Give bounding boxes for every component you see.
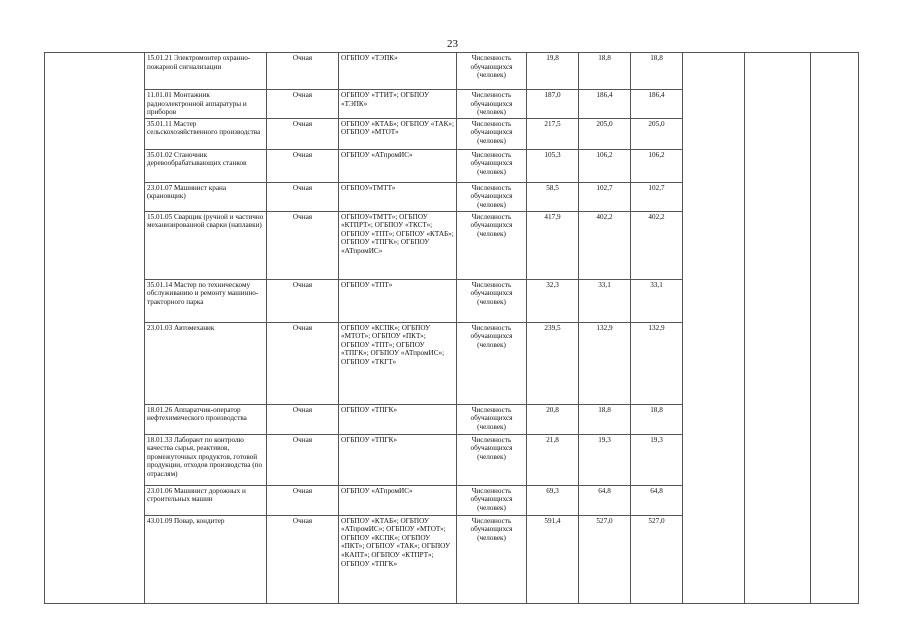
study-form-cell: Очная <box>267 149 339 182</box>
program-name-cell: 23.01.06 Машинист дорожных и строительных машин <box>145 485 267 515</box>
value-year-2-cell: 186,4 <box>579 90 631 119</box>
program-name-cell: 18.01.26 Аппаратчик-оператор нефтехимического производства <box>145 404 267 434</box>
institutions-cell: ОГБПОУ «ТЭПК» <box>339 53 457 90</box>
indicator-cell: Численность обучающихся (человек) <box>457 149 527 182</box>
study-form-cell: Очная <box>267 434 339 485</box>
empty-cell-1 <box>683 53 745 604</box>
value-year-3-cell: 527,0 <box>631 515 683 603</box>
institutions-cell: ОГБПОУ «КСПК»; ОГБПОУ «МТОТ»; ОГБПОУ «ПКТ»; ОГБПОУ «ТПТ»; ОГБПОУ «ТПГК»; ОГБПОУ «АТпромИС»; ОГБПОУ «ТКГТ» <box>339 322 457 404</box>
institutions-cell: ОГБПОУ«ТМТТ» <box>339 182 457 211</box>
value-year-2-cell: 18,8 <box>579 53 631 90</box>
value-year-3-cell: 132,9 <box>631 322 683 404</box>
study-form-cell: Очная <box>267 322 339 404</box>
value-year-3-cell: 106,2 <box>631 149 683 182</box>
left-empty-cell <box>45 53 145 604</box>
program-name-cell: 15.01.05 Сварщик (ручной и частично механизированной сварки (наплавки) <box>145 211 267 279</box>
institutions-cell: ОГБПОУ «ТПГК» <box>339 404 457 434</box>
value-year-3-cell: 18,8 <box>631 53 683 90</box>
value-year-2-cell: 402,2 <box>579 211 631 279</box>
empty-cell-2 <box>745 53 811 604</box>
indicator-cell: Численность обучающихся (человек) <box>457 211 527 279</box>
study-form-cell: Очная <box>267 211 339 279</box>
value-year-3-cell: 205,0 <box>631 118 683 149</box>
value-year-3-cell: 402,2 <box>631 211 683 279</box>
value-year-3-cell: 19,3 <box>631 434 683 485</box>
institutions-cell: ОГБПОУ «ТПТ» <box>339 279 457 322</box>
indicator-cell: Численность обучающихся (человек) <box>457 322 527 404</box>
indicator-cell: Численность обучающихся (человек) <box>457 182 527 211</box>
indicator-cell: Численность обучающихся (человек) <box>457 515 527 603</box>
value-year-1-cell: 105,3 <box>527 149 579 182</box>
value-year-2-cell: 527,0 <box>579 515 631 603</box>
institutions-cell: ОГБПОУ «ТТИТ»; ОГБПОУ «ТЭПК» <box>339 90 457 119</box>
study-form-cell: Очная <box>267 53 339 90</box>
services-table <box>44 52 859 604</box>
program-name-cell: 35.01.11 Мастер сельскохозяйственного производства <box>145 118 267 149</box>
institutions-cell: ОГБПОУ «АТпромИС» <box>339 149 457 182</box>
study-form-cell: Очная <box>267 404 339 434</box>
value-year-2-cell: 64,8 <box>579 485 631 515</box>
value-year-1-cell: 239,5 <box>527 322 579 404</box>
program-name-cell: 11.01.01 Монтажник радиоэлектронной аппаратуры и приборов <box>145 90 267 119</box>
table-row <box>45 53 859 90</box>
institutions-cell: ОГБПОУ«ТМТТ»; ОГБПОУ «КТПРТ»; ОГБПОУ «ТКСТ»; ОГБПОУ «ТПТ»; ОГБПОУ «КТАБ»; ОГБПОУ «ТПГК»; ОГБПОУ «АТпромИС» <box>339 211 457 279</box>
indicator-cell: Численность обучающихся (человек) <box>457 485 527 515</box>
value-year-3-cell: 64,8 <box>631 485 683 515</box>
institutions-cell: ОГБПОУ «ТПГК» <box>339 434 457 485</box>
program-name-cell: 23.01.07 Машинист крана (крановщик) <box>145 182 267 211</box>
page-number: 23 <box>447 38 458 50</box>
indicator-cell: Численность обучающихся (человек) <box>457 53 527 90</box>
value-year-1-cell: 187,0 <box>527 90 579 119</box>
value-year-2-cell: 132,9 <box>579 322 631 404</box>
value-year-1-cell: 69,3 <box>527 485 579 515</box>
program-name-cell: 18.01.33 Лаборант по контролю качества сырья, реактивов, промежуточных продуктов, готовой продукции, отходов производства (по отраслям) <box>145 434 267 485</box>
value-year-2-cell: 102,7 <box>579 182 631 211</box>
value-year-1-cell: 591,4 <box>527 515 579 603</box>
value-year-3-cell: 33,1 <box>631 279 683 322</box>
value-year-1-cell: 217,5 <box>527 118 579 149</box>
value-year-1-cell: 20,8 <box>527 404 579 434</box>
value-year-3-cell: 18,8 <box>631 404 683 434</box>
program-name-cell: 23.01.03 Автомеханик <box>145 322 267 404</box>
value-year-1-cell: 32,3 <box>527 279 579 322</box>
indicator-cell: Численность обучающихся (человек) <box>457 118 527 149</box>
study-form-cell: Очная <box>267 485 339 515</box>
value-year-2-cell: 106,2 <box>579 149 631 182</box>
empty-cell-3 <box>811 53 859 604</box>
study-form-cell: Очная <box>267 90 339 119</box>
institutions-cell: ОГБПОУ «КТАБ»; ОГБПОУ «ТАК»; ОГБПОУ «МТОТ» <box>339 118 457 149</box>
value-year-2-cell: 19,3 <box>579 434 631 485</box>
value-year-1-cell: 21,8 <box>527 434 579 485</box>
institutions-cell: ОГБПОУ «КТАБ»; ОГБПОУ «АТпромИС»; ОГБПОУ «МТОТ»; ОГБПОУ «КСПК»; ОГБПОУ «ПКТ»; ОГБПОУ «ТАК»; ОГБПОУ «КАПТ»; ОГБПОУ «КТПРТ»; ОГБПОУ «ТПГК» <box>339 515 457 603</box>
study-form-cell: Очная <box>267 118 339 149</box>
indicator-cell: Численность обучающихся (человек) <box>457 404 527 434</box>
program-name-cell: 43.01.09 Повар, кондитер <box>145 515 267 603</box>
institutions-cell: ОГБПОУ «АТпромИС» <box>339 485 457 515</box>
indicator-cell: Численность обучающихся (человек) <box>457 434 527 485</box>
value-year-1-cell: 417,9 <box>527 211 579 279</box>
value-year-3-cell: 186,4 <box>631 90 683 119</box>
program-name-cell: 35.01.14 Мастер по техническому обслуживанию и ремонту машинно-тракторного парка <box>145 279 267 322</box>
value-year-2-cell: 205,0 <box>579 118 631 149</box>
indicator-cell: Численность обучающихся (человек) <box>457 90 527 119</box>
indicator-cell: Численность обучающихся (человек) <box>457 279 527 322</box>
value-year-3-cell: 102,7 <box>631 182 683 211</box>
value-year-2-cell: 33,1 <box>579 279 631 322</box>
value-year-1-cell: 19,8 <box>527 53 579 90</box>
value-year-2-cell: 18,8 <box>579 404 631 434</box>
study-form-cell: Очная <box>267 515 339 603</box>
study-form-cell: Очная <box>267 182 339 211</box>
value-year-1-cell: 58,5 <box>527 182 579 211</box>
program-name-cell: 15.01.21 Электромонтер охранно-пожарной сигнализации <box>145 53 267 90</box>
program-name-cell: 35.01.02 Станочник деревообрабатывающих станков <box>145 149 267 182</box>
study-form-cell: Очная <box>267 279 339 322</box>
